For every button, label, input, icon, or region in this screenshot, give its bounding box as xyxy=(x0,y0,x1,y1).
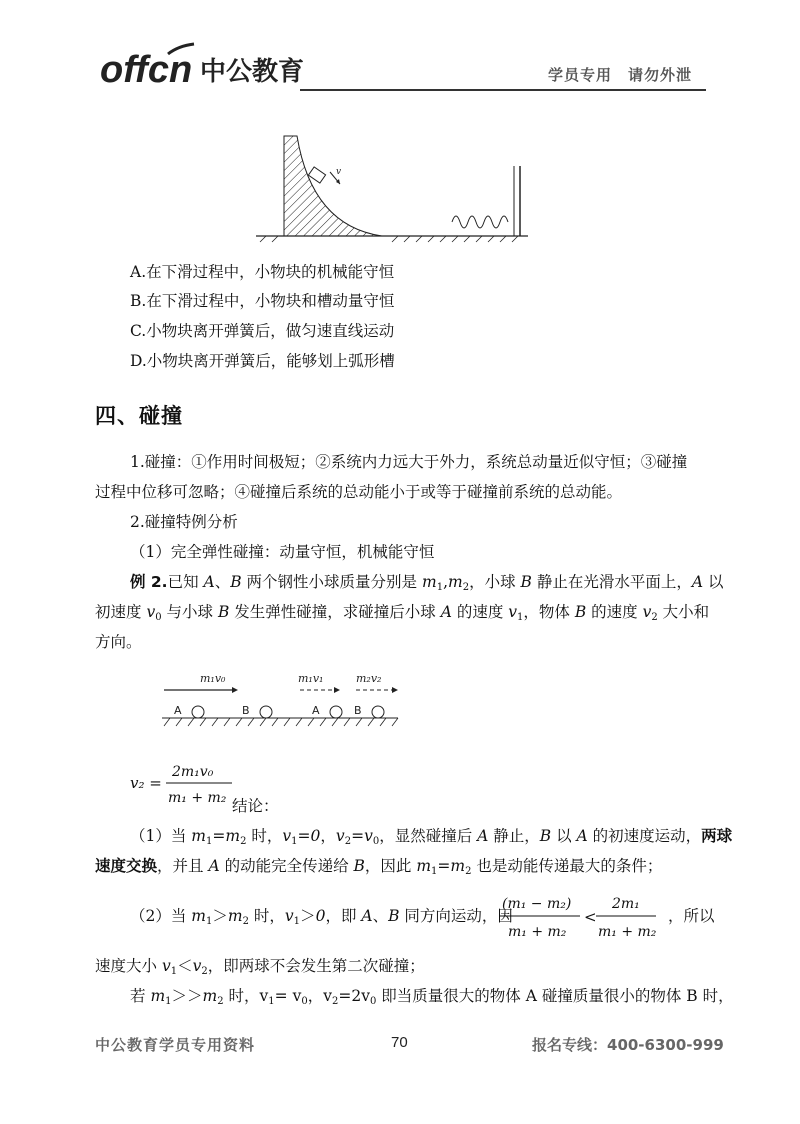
section-title: 四、碰撞 xyxy=(95,404,183,428)
svg-text:m₁v₀: m₁v₀ xyxy=(200,672,226,685)
figure-curved-slot xyxy=(252,126,532,244)
conclusion-line3-suffix: ，所以 xyxy=(668,907,715,925)
svg-text:A: A xyxy=(312,704,320,717)
conclusion-line5: 若 $m_1>>m_2$ 时，$v_1= v_0$，$v_2=2v_0$ 即当质量很大的物体 A 碰撞质量很小的物体 B 时， xyxy=(130,987,734,1007)
formula-v2 xyxy=(128,758,238,810)
option-c: C.小物块离开弹簧后，做匀速直线运动 xyxy=(130,322,395,340)
svg-text:offcn: offcn xyxy=(100,49,193,91)
conclusion-line3: （2）当 $m_1>m_2$ 时，$v_1>0$，即 A、B 同方向运动，因 xyxy=(130,907,513,927)
svg-text:中公教育: 中公教育 xyxy=(200,57,305,87)
header-divider xyxy=(300,89,706,91)
example-label: 例 2. xyxy=(130,573,168,591)
collision-cases-title: 2.碰撞特例分析 xyxy=(130,513,238,531)
svg-text:2m₁v₀: 2m₁v₀ xyxy=(172,764,214,780)
inequality-formula xyxy=(500,890,660,944)
conclusion-line4: 速度大小 $v_1<v_2$，即两球不会发生第二次碰撞； xyxy=(95,957,425,977)
conclusion-line1: （1）当 $m_1=m_2$ 时，$v_1=0$，$v_2=v_0$，显然碰撞后 A 静止，B 以 A 的初速度运动，两球 xyxy=(130,827,733,847)
option-b: B.在下滑过程中，小物块和槽动量守恒 xyxy=(130,292,395,310)
svg-text:(m₁ − m₂): (m₁ − m₂) xyxy=(502,896,572,912)
example2-line1: 例 2.已知 A、B 两个钢性小球质量分别是 $m_1,m_2$，小球 B 静止在光滑水平面上，A 以 xyxy=(130,573,724,593)
option-a: A.在下滑过程中，小物块的机械能守恒 xyxy=(130,263,395,281)
svg-text:A: A xyxy=(174,704,182,717)
option-d: D.小物块离开弹簧后，能够划上弧形槽 xyxy=(130,352,395,370)
collision-definition-line1: 1.碰撞：①作用时间极短；②系统内力远大于外力，系统总动量近似守恒；③碰撞 xyxy=(130,453,688,471)
svg-text:v₂ =: v₂ = xyxy=(130,774,162,792)
example2-line2: 初速度 $v_0$ 与小球 B 发生弹性碰撞，求碰撞后小球 A 的速度 $v_1$，物体 B 的速度 $v_2$ 大小和 xyxy=(95,603,710,623)
figure-collision xyxy=(160,668,410,732)
footer-hotline: 报名专线：400-6300-999 xyxy=(532,1036,724,1054)
offcn-logo xyxy=(98,42,308,92)
svg-text:B: B xyxy=(354,704,362,717)
page-number: 70 xyxy=(391,1034,408,1051)
conclusion-label: 结论： xyxy=(232,797,279,815)
collision-case1: （1）完全弹性碰撞：动量守恒，机械能守恒 xyxy=(130,543,435,561)
header-notice: 学员专用 请勿外泄 xyxy=(548,66,693,84)
svg-text:m₁ + m₂: m₁ + m₂ xyxy=(598,924,657,940)
example2-line3: 方向。 xyxy=(95,633,142,651)
svg-text:B: B xyxy=(242,704,250,717)
svg-text:<: < xyxy=(584,908,597,926)
svg-text:2m₁: 2m₁ xyxy=(612,896,640,912)
svg-text:m₁ + m₂: m₁ + m₂ xyxy=(508,924,567,940)
svg-text:m₁ + m₂: m₁ + m₂ xyxy=(168,790,227,806)
velocity-label: v xyxy=(336,167,342,177)
svg-text:m₁v₁: m₁v₁ xyxy=(298,672,324,685)
svg-text:m₂v₂: m₂v₂ xyxy=(356,672,382,685)
conclusion-line2: 速度交换，并且 A 的动能完全传递给 B，因此 $m_1=m_2$ 也是动能传递最大的条件； xyxy=(95,857,663,877)
footer-left: 中公教育学员专用资料 xyxy=(95,1036,256,1054)
collision-definition-line2: 过程中位移可忽略；④碰撞后系统的总动能小于或等于碰撞前系统的总动能。 xyxy=(95,483,623,501)
